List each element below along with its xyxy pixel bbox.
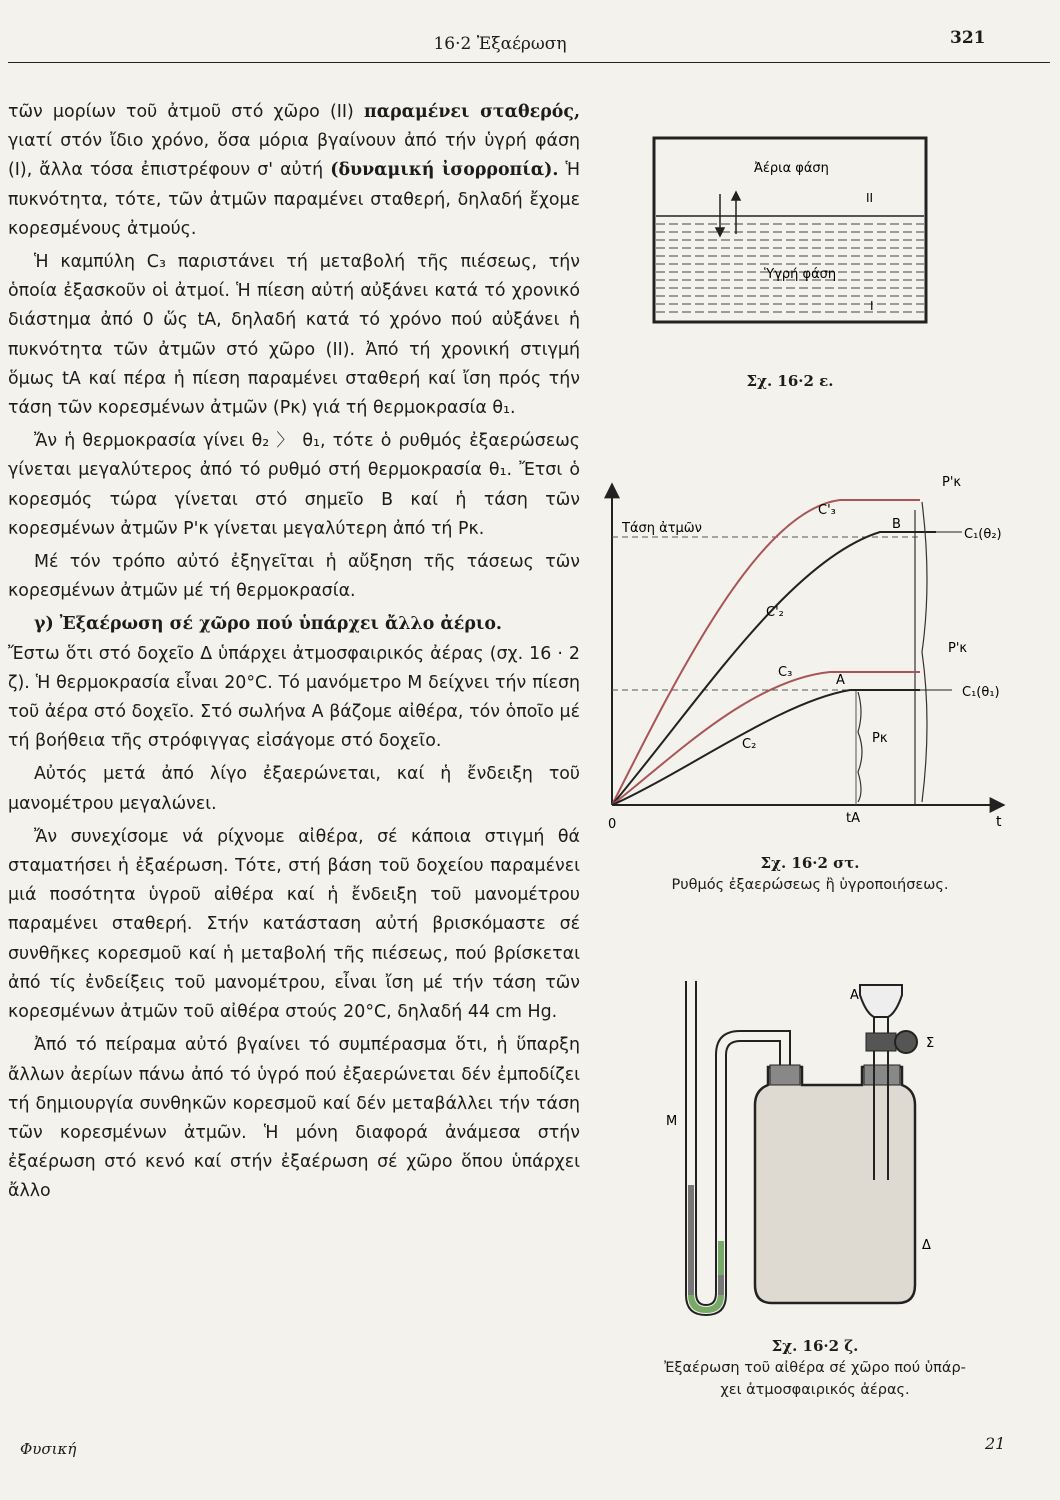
vessel-label-d: Δ [922, 1238, 931, 1253]
point-b-label: B [892, 517, 901, 532]
vessel-neck-left [770, 1065, 800, 1085]
mercury-fill-left [688, 1185, 694, 1295]
section-heading: γ) Ἐξαέρωση σέ χῶρο πού ὑπάρχει ἄλλο ἀέριο. [34, 614, 502, 635]
manometer-label-m: Μ [666, 1114, 678, 1129]
text-run: τῶν μορίων τοῦ ἀτμοῦ στό χῶρο (ΙΙ) [8, 102, 364, 122]
footer-book-title: Φυσική [20, 1440, 77, 1458]
figure-16-2-z-apparatus [640, 975, 940, 1320]
figure-e-caption [740, 370, 840, 393]
paragraph-7: Ἄν συνεχίσομε νά ρίχνομε αἰθέρα, σέ κάποια στιγμή θά σταματήσει ἡ ἐξαέρωση. Τότε, στή βάση τοῦ δοχείου παραμένει μιά ποσότητα ὑγροῦ αἰθέρα καί ἡ ἔνδειξη τοῦ μανομέτρου παραμένει σταθερή. Στήν κατάσταση αὐτή βρισκόμαστε σέ συνθῆκες κορεσμοῦ καί ἡ μεταβολή τῆς πιέσεως, πού βρίσκεται ἀπό τίς ἐνδείξεις τοῦ μανομέτρου, εἶναι ἴση μέ τήν τάση τῶν κορεσμένων ἀτμῶν τοῦ αἰθέρα στούς 20°C, δηλαδή 44 cm Hg. [8, 826, 580, 1023]
figure-16-2-st-graph [590, 470, 1050, 845]
caption-text-line-2: χει ἀτμοσφαιρικός ἀέρας. [720, 1382, 910, 1398]
vessel-neck-right [864, 1065, 900, 1085]
c2-prime-label: C'₂ [766, 605, 784, 620]
running-header-title: 16·2 Ἐξαέρωση [433, 34, 567, 54]
body-text-column [8, 98, 580, 1211]
footer-signature-number: 21 [985, 1434, 1006, 1453]
paragraph-2: Ἡ καμπύλη C₃ παριστάνει τή μεταβολή τῆς πιέσεως, τήν ὁποία ἐξασκοῦν οἱ ἀτμοί. Ἡ πίεση αὐτή αὐξάνει κατά τό χρονικό διάστημα ἀπό 0 ὥς tΑ, δηλαδή κατά τό χρόνο πού αὐξάνει ἡ πυκνότητα τῶν ἀτμῶν στό χῶρο (ΙΙ). Ἀπό τή χρονική στιγμή ὅμως tΑ καί πέρα ἡ πίεση παραμένει σταθερή καί ἴση πρός τήν τάση τῶν κορεσμένων ἀτμῶν (Pκ) γιά τή θερμοκρασία θ₁. [8, 252, 580, 419]
c3-prime-label: C'₃ [818, 503, 836, 518]
c2-label: C₂ [742, 737, 757, 752]
funnel-label-a: Α [850, 988, 859, 1003]
figure-16-2-e [640, 130, 940, 330]
text-run: Ἔστω ὅτι στό δοχεῖο Δ ὑπάρχει ἀτμοσφαιρικός ἀέρας (σχ. 16 · 2 ζ). Ἡ θερμοκρασία εἶναι 20°C. Τό μανόμετρο Μ δείχνει τήν πίεση τοῦ ἀέρα στό δοχεῖο. Στό σωλήνα Α βάζομε αἰθέρα, τόν ὁποῖο μέ τή βοήθεια τῆς στρόφιγγας εἰσάγομε στό δοχεῖο. [8, 643, 580, 752]
ta-label: tA [846, 811, 860, 826]
brace-pk [858, 692, 862, 802]
bold-term: (δυναμική ἰσορροπία). [330, 160, 559, 181]
curve-c3-prime [612, 500, 920, 805]
paragraph-8: Ἀπό τό πείραμα αὐτό βγαίνει τό συμπέρασμα ὅτι, ἡ ὕπαρξη ἄλλων ἀερίων πάνω ἀπό τό ὑγρό πού ἐξαερώνεται δέν ἐμποδίζει τή δημιουργία συνθηκῶν κορεσμοῦ καί δέν μεταβάλλει τήν τάση τῶν κορεσμένων ἀτμῶν. Ἡ μόνη διαφορά ἀνάμεσα στήν ἐξαέρωση στό κενό καί στήν ἐξαέρωση σέ χῶρο ὅπου ὑπάρχει ἄλλο [8, 1035, 580, 1202]
region-2-label: ΙΙ [866, 191, 874, 205]
figure-st-caption [610, 852, 1010, 896]
paragraph-3: Ἄν ἡ θερμοκρασία γίνει θ₂ 〉 θ₁, τότε ὁ ρυθμός ἐξαερώσεως γίνεται μεγαλύτερος ἀπό τό ρυθμό στή θερμοκρασία θ₁. Ἔτσι ὁ κορεσμός τώρα γίνεται στό σημεῖο Β καί ἡ τάση τῶν κορεσμένων ἀτμῶν P'κ γίνεται μεγαλύτερη ἀπό τή Pκ. [8, 431, 580, 539]
gas-phase-label: Ἀέρια φάση [754, 161, 829, 176]
point-a-label: A [836, 673, 845, 688]
liquid-dashes [656, 216, 924, 312]
c1-theta1-label: C₁(θ₁) [962, 685, 1000, 700]
t-axis-label: t [996, 814, 1002, 830]
page-number: 321 [950, 28, 986, 48]
region-1-label: Ι [870, 299, 874, 313]
stopcock-label-s: Σ [926, 1036, 935, 1051]
pk-label: Pκ [872, 731, 888, 746]
c3-label: C₃ [778, 665, 793, 680]
paragraph-6: Αὐτός μετά ἀπό λίγο ἐξαερώνεται, καί ἡ ἔνδειξη τοῦ μανομέτρου μεγαλώνει. [8, 764, 580, 814]
vessel-d [755, 1067, 915, 1303]
liquid-phase-label: Ὑγρή φάση [764, 267, 837, 282]
header-rule [8, 62, 1050, 63]
vapor-pressure-label: Τάση ἀτμῶν [622, 521, 702, 536]
paragraph-5 [8, 610, 580, 756]
paragraph-1 [8, 98, 580, 244]
brace-pk-prime [922, 502, 927, 802]
caption-text: Ρυθμός ἐξαερώσεως ἢ ὑγροποιήσεως. [671, 877, 949, 893]
evaporation-arrows [716, 192, 740, 236]
text-run: γιατί στόν ἴδιο χρόνο, ὅσα μόρια βγαίνουν ἀπό τήν ὑγρή φάση (Ι), ἄλλα τόσα ἐπιστρέφουν σ' αὐτή [8, 131, 580, 181]
caption-number: Σχ. 16·2 στ. [760, 854, 860, 872]
mercury-fill-right [718, 1275, 724, 1295]
bold-term: παραμένει σταθερός, [364, 102, 581, 122]
caption-number: Σχ. 16·2 ζ. [771, 1337, 859, 1355]
figure-z-caption [600, 1335, 1030, 1401]
caption-number: Σχ. 16·2 ε. [746, 372, 834, 390]
paragraph-4: Μέ τόν τρόπο αὐτό ἐξηγεῖται ἡ αὔξηση τῆς τάσεως τῶν κορεσμένων ἀτμῶν μέ τή θερμοκρασία. [8, 552, 580, 602]
c1-theta2-label: C₁(θ₂) [964, 527, 1002, 542]
pk-prime-label: P'κ [948, 641, 968, 656]
caption-text-line-1: Ἐξαέρωση τοῦ αἰθέρα σέ χῶρο πού ὑπάρ- [664, 1360, 966, 1376]
pk-prime-top-label: P'κ [942, 475, 962, 490]
origin-label: 0 [608, 817, 617, 832]
funnel-a [860, 985, 902, 1017]
text-run: Ἡ πυκνότητα, τότε, τῶν ἀτμῶν παραμένει σταθερή, δηλαδή ἔχομε κορεσμένους ἀτμούς. [8, 160, 580, 239]
stopcock-s [866, 1031, 917, 1053]
